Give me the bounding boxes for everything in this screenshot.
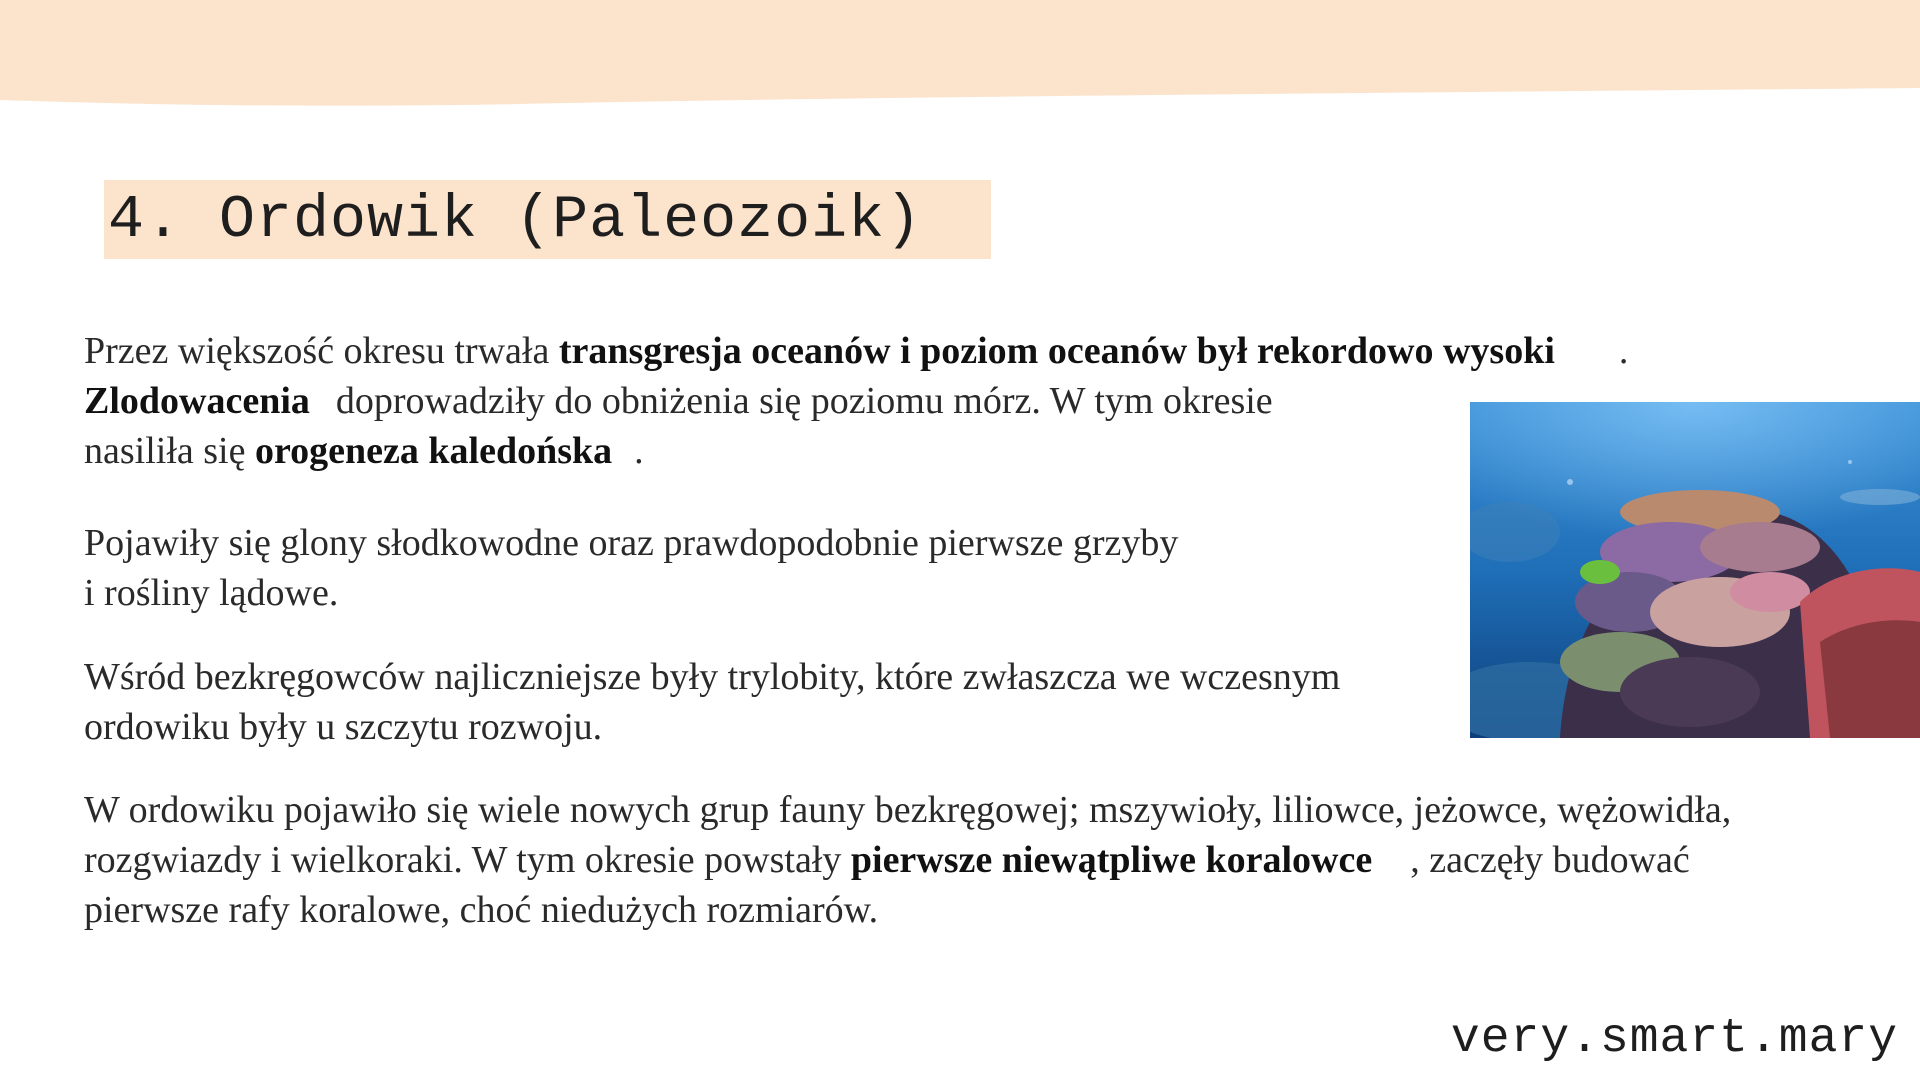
p2-line-1: Pojawiły się glony słodkowodne oraz prawdopodobnie pierwsze grzyby: [84, 522, 1179, 564]
paragraph-trilobites: [84, 652, 1464, 752]
paragraph-sea-level: [84, 326, 1684, 476]
bold-glaciations: Zlodowacenia: [84, 380, 310, 422]
text-span: nasiliła się: [84, 430, 255, 472]
text-span: doprowadziły do obniżenia się poziomu mórz. W tym okresie: [335, 380, 1273, 422]
bold-corals: pierwsze niewątpliwe koralowce: [850, 839, 1373, 881]
title-highlight: [104, 180, 991, 259]
p2-line-2: i rośliny lądowe.: [84, 572, 339, 614]
text-span: .: [634, 430, 644, 472]
p3-line-2: ordowiku były u szczytu rozwoju.: [84, 706, 603, 748]
p4-line-1: W ordowiku pojawiło się wiele nowych grup fauny bezkręgowej; mszywioły, liliowce, jeżowce, wężowidła,: [84, 789, 1732, 831]
text-span: , zaczęły budować: [1410, 839, 1690, 881]
p1-line-2: [84, 376, 1684, 426]
text-span: rozgwiazdy i wielkoraki. W tym okresie powstały: [84, 839, 851, 881]
bold-caledonian-orogeny: orogeneza kaledońska: [254, 430, 613, 472]
paragraph-algae: [84, 518, 1384, 618]
top-decorative-band: [0, 0, 1920, 110]
p3-line-1: Wśród bezkręgowców najliczniejsze były trylobity, które zwłaszcza we wczesnym: [84, 656, 1341, 698]
bold-transgression: transgresja oceanów i poziom oceanów był rekordowo wysoki: [558, 330, 1555, 372]
text-span: .: [1618, 330, 1629, 372]
page-title: 4. Ordowik (Paleozoik): [108, 187, 923, 255]
author-watermark: very.smart.mary: [1450, 1012, 1898, 1066]
paragraph-fauna: [84, 785, 1844, 935]
coral-reef-image: [1470, 402, 1920, 738]
p4-line-2: [84, 835, 1844, 885]
p1-line-3: [84, 426, 1684, 476]
text-span: Przez większość okresu trwała: [84, 330, 559, 372]
p4-line-3: pierwsze rafy koralowe, choć niedużych rozmiarów.: [84, 889, 879, 931]
p1-line-1: [84, 326, 1684, 376]
